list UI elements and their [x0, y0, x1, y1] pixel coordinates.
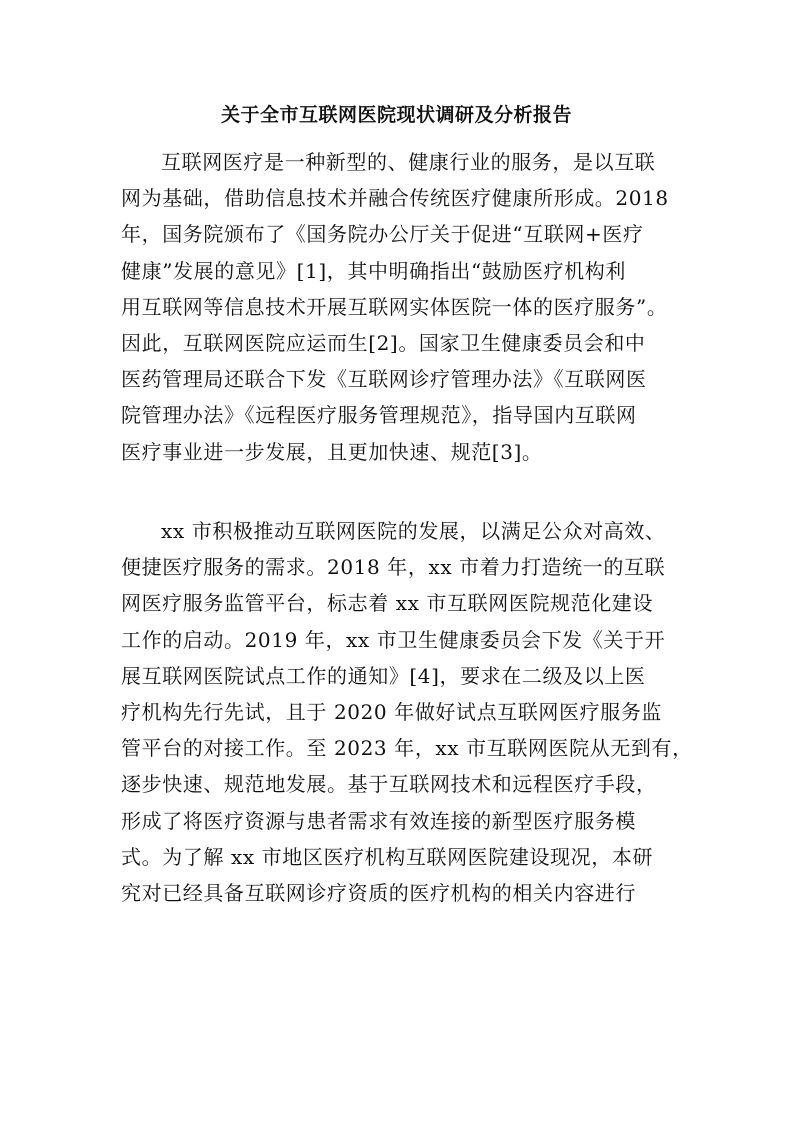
- paragraph-line: 院管理办法》《远程医疗服务管理规范》，指导国内互联网: [121, 403, 637, 428]
- paragraph-line: 因此，互联网医院应运而生[2]。国家卫生健康委员会和中: [121, 330, 646, 355]
- paragraph-line: 工作的启动。2019 年，xx 市卫生健康委员会下发《关于开: [121, 627, 666, 652]
- paragraph-2: [121, 513, 693, 911]
- paragraph-line: 网医疗服务监管平台，标志着 xx 市互联网医院规范化建设: [121, 591, 654, 616]
- paragraph-line: 医药管理局还联合下发《互联网诊疗管理办法》《互联网医: [121, 367, 647, 392]
- paragraph-line: 互联网医疗是一种新型的、健康行业的服务，是以互联: [161, 150, 656, 174]
- paragraph-1: [121, 144, 681, 470]
- paragraph-line: 展互联网医院试点工作的通知》[4]，要求在二级及以上医: [121, 663, 646, 688]
- paragraph-line: 用互联网等信息技术开展互联网实体医院一体的医疗服务”。: [121, 294, 668, 319]
- paragraph-line: 逐步快速、规范地发展。基于互联网技术和远程医疗手段，: [121, 772, 657, 797]
- paragraph-line: 式。为了解 xx 市地区医疗机构互联网医院建设现况，本研: [121, 844, 654, 869]
- paragraph-line: 年，国务院颁布了《国务院办公厅关于促进“互联网+医疗: [121, 222, 644, 247]
- paragraph-line: 健康”发展的意见》[1]，其中明确指出“鼓励医疗机构利: [121, 258, 626, 283]
- paragraph-line: 网为基础，借助信息技术并融合传统医疗健康所形成。2018: [121, 186, 669, 211]
- paragraph-line: 形成了将医疗资源与患者需求有效连接的新型医疗服务模: [121, 808, 636, 833]
- paragraph-line: 便捷医疗服务的需求。2018 年，xx 市着力打造统一的互联: [121, 555, 666, 580]
- paragraph-line: 管平台的对接工作。至 2023 年，xx 市互联网医院从无到有，: [121, 736, 693, 761]
- paragraph-line: 医疗事业进一步发展，且更加快速、规范[3]。: [121, 439, 543, 464]
- paragraph-line: xx 市积极推动互联网医院的发展，以满足公众对高效、: [161, 519, 666, 543]
- document-title: 关于全市互联网医院现状调研及分析报告: [220, 104, 572, 126]
- paragraph-line: 究对已经具备互联网诊疗资质的医疗机构的相关内容进行: [121, 880, 636, 905]
- paragraph-line: 疗机构先行先试，且于 2020 年做好试点互联网医疗服务监: [121, 699, 663, 724]
